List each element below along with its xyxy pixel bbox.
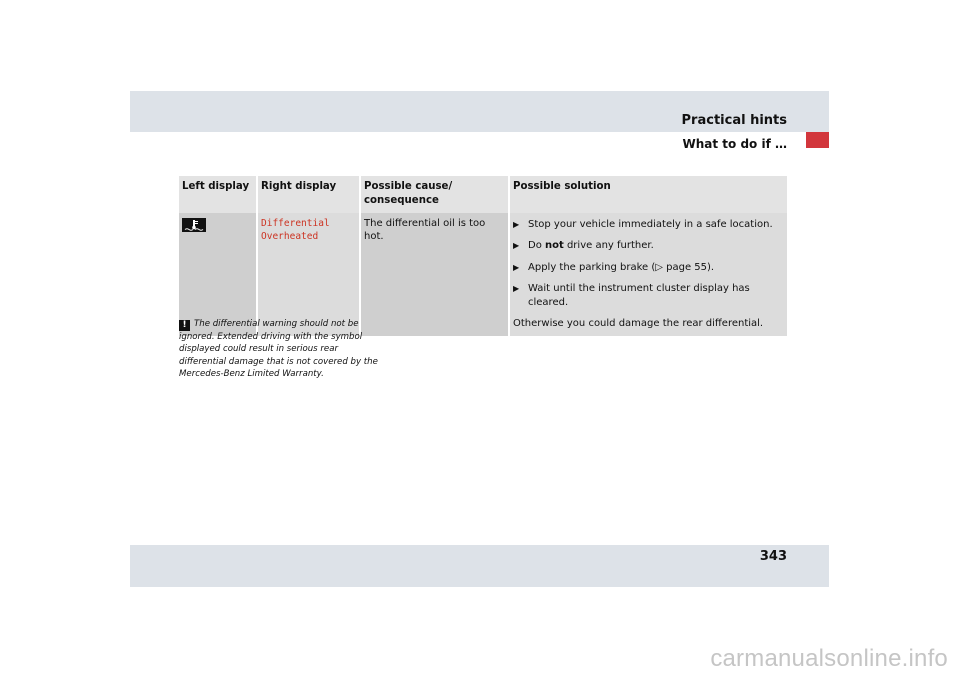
section-tab-marker <box>806 132 829 148</box>
bullet-arrow-icon: ▶ <box>513 262 520 272</box>
display-message-line: Differential <box>261 217 330 229</box>
section-subtitle: What to do if … <box>682 137 787 151</box>
solution-step <box>513 239 784 253</box>
table-header-row <box>179 176 787 213</box>
column-header-right-display: Right display <box>257 176 360 213</box>
warning-exclamation-icon: ! <box>179 320 190 331</box>
possible-solution-cell <box>509 213 787 336</box>
possible-cause-cell: The differential oil is too hot. <box>360 213 509 336</box>
solution-step <box>513 261 784 275</box>
section-title: Practical hints <box>681 113 787 128</box>
page-number: 343 <box>759 549 787 564</box>
solution-text: drive any further. <box>563 240 654 252</box>
warning-text: The differential warning should not be ignored. Extended driving with the symbol displayed could result in serious rear differential damage that is not covered by the Mercedes-Benz Limited Warranty. <box>179 319 378 380</box>
bullet-arrow-icon: ▶ <box>513 219 520 229</box>
column-header-possible-solution: Possible solution <box>509 176 787 213</box>
solution-text: Apply the parking brake (▷ page 55). <box>528 261 715 273</box>
footer-band <box>130 545 829 587</box>
solution-text: Stop your vehicle immediately in a safe location. <box>528 218 773 230</box>
warning-note <box>179 318 379 381</box>
column-header-left-display: Left display <box>179 176 257 213</box>
display-messages-table <box>179 176 787 336</box>
solution-step <box>513 282 784 309</box>
column-header-possible-cause: Possible cause/ consequence <box>360 176 509 213</box>
solution-step <box>513 218 784 232</box>
bullet-arrow-icon: ▶ <box>513 241 520 251</box>
bullet-arrow-icon: ▶ <box>513 284 520 294</box>
display-message-line: Overheated <box>261 231 319 243</box>
solution-emphasis: not <box>545 240 564 252</box>
solution-text: Do <box>528 240 545 252</box>
solution-text: Wait until the instrument cluster display has cleared. <box>528 283 750 308</box>
watermark: carmanualsonline.info <box>710 645 948 672</box>
solution-note: Otherwise you could damage the rear differential. <box>513 318 764 330</box>
differential-temperature-icon <box>182 218 206 232</box>
